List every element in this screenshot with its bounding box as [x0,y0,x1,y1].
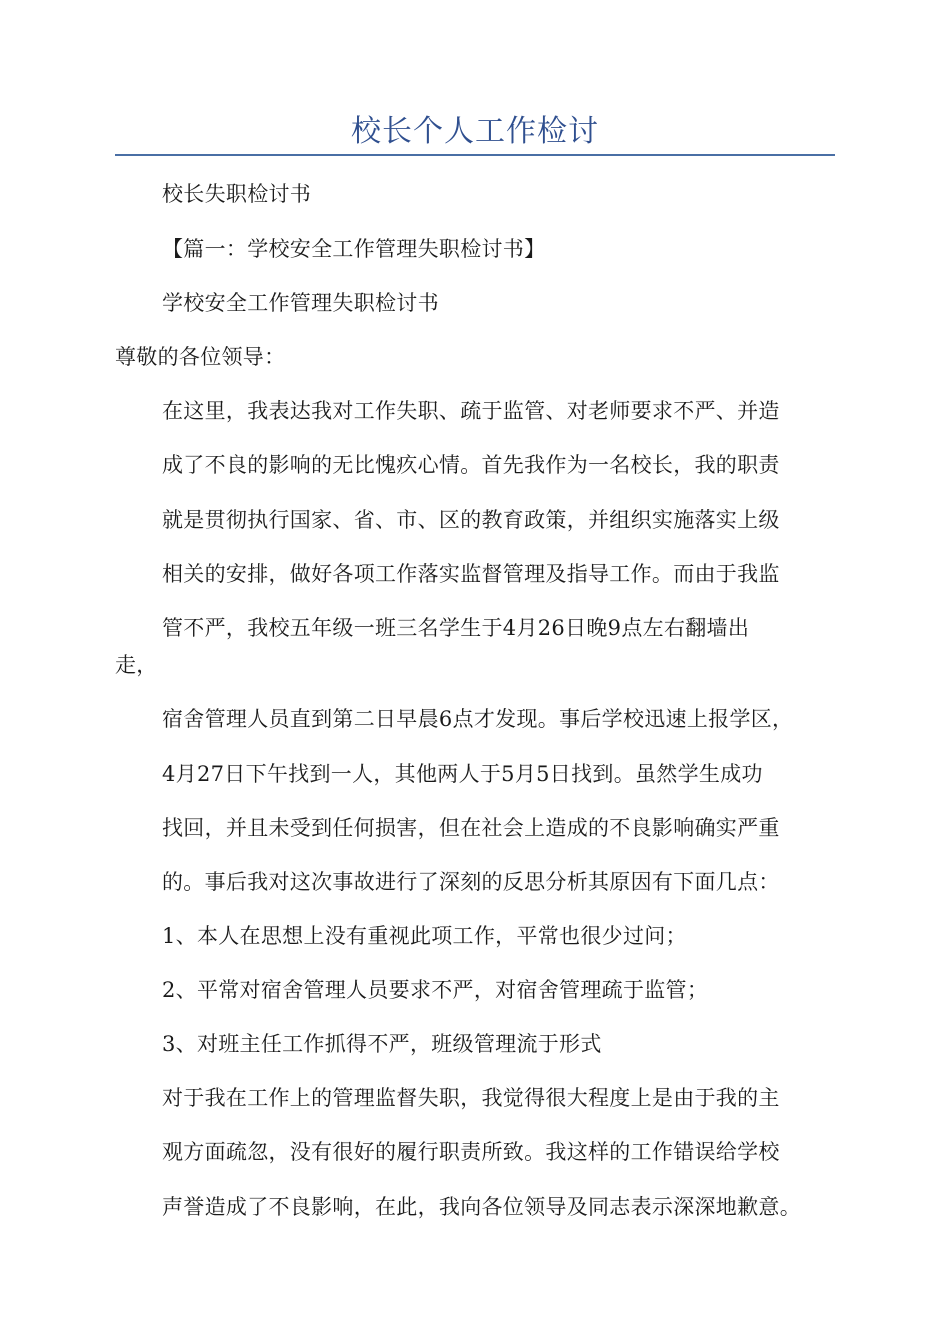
title-underline [115,154,835,156]
list-item: 1、本人在思想上没有重视此项工作，平常也很少过问； [162,924,687,948]
body-line: 找回，并且未受到任何损害，但在社会上造成的不良影响确实严重 [162,816,780,840]
body-line: 相关的安排，做好各项工作落实监督管理及指导工作。而由于我监 [162,562,780,586]
section-heading: 【篇一：学校安全工作管理失职检讨书】 [162,237,546,261]
letter-title: 学校安全工作管理失职检讨书 [162,291,439,315]
subtitle-line: 校长失职检讨书 [162,182,312,206]
body-line: 宿舍管理人员直到第二日早晨6点才发现。事后学校迅速上报学区， [162,707,794,731]
list-item: 3、对班主任工作抓得不严，班级管理流于形式 [162,1032,602,1056]
body-line: 在这里，我表达我对工作失职、疏于监管、对老师要求不严、并造 [162,399,780,423]
document-title: 校长个人工作检讨 [351,114,599,149]
body-line: 4月27日下午找到一人，其他两人于5月5日找到。虽然学生成功 [162,762,763,786]
body-line: 对于我在工作上的管理监督失职，我觉得很大程度上是由于我的主 [162,1086,780,1110]
salutation: 尊敬的各位领导： [115,345,286,369]
body-line: 走， [115,653,158,677]
list-item: 2、平常对宿舍管理人员要求不严，对宿舍管理疏于监管； [162,978,709,1002]
body-line: 观方面疏忽，没有很好的履行职责所致。我这样的工作错误给学校 [162,1140,780,1164]
body-line: 成了不良的影响的无比愧疚心情。首先我作为一名校长，我的职责 [162,453,780,477]
body-line: 管不严，我校五年级一班三名学生于4月26日晚9点左右翻墙出 [162,616,750,640]
body-line: 声誉造成了不良影响，在此，我向各位领导及同志表示深深地歉意。 [162,1195,801,1219]
body-line: 就是贯彻执行国家、省、市、区的教育政策，并组织实施落实上级 [162,508,780,532]
body-line: 的。事后我对这次事故进行了深刻的反思分析其原因有下面几点： [162,870,780,894]
